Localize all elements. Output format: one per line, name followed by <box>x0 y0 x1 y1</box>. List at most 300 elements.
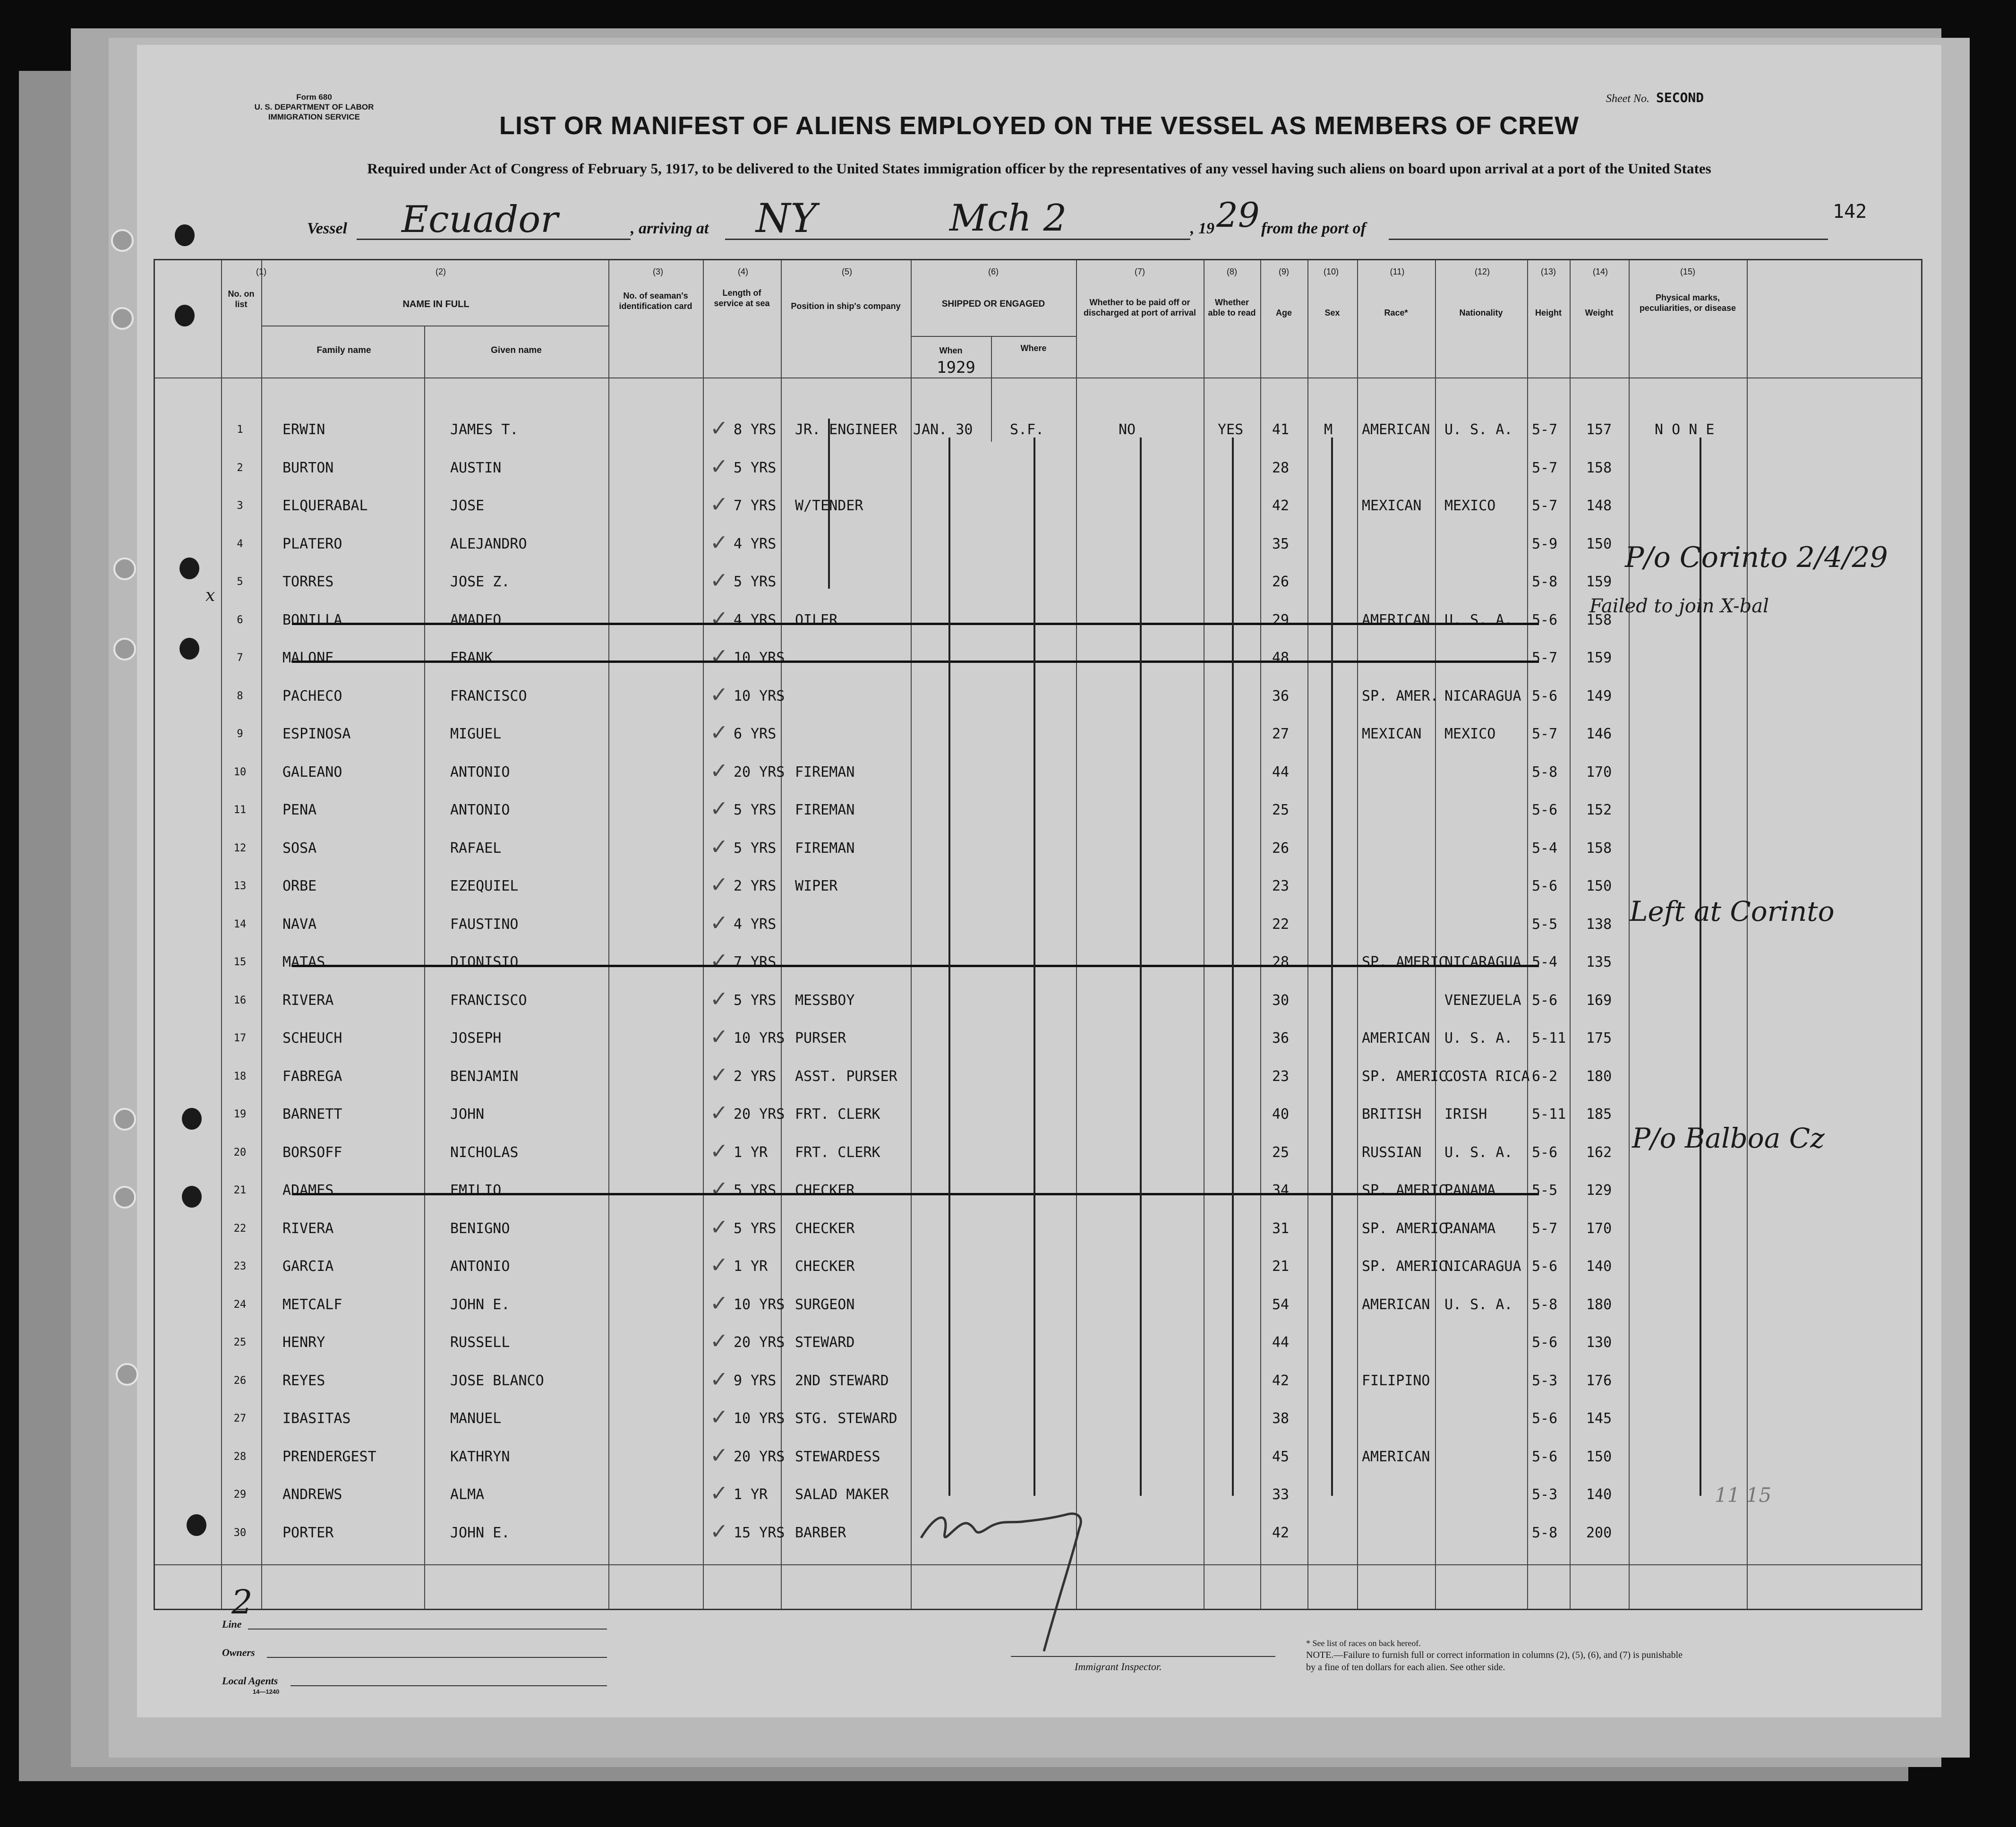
cell-family: REYES <box>282 1372 325 1389</box>
cell-race: BRITISH <box>1362 1106 1422 1123</box>
cell-family: BONILLA <box>282 611 342 628</box>
cell-race: SP. AMERIC. <box>1362 1068 1456 1085</box>
cell-height: 5-5 <box>1532 1182 1558 1199</box>
punch-hole-ring <box>113 638 136 660</box>
annotation-row15: Left at Corinto <box>1630 895 1835 927</box>
check-mark-icon: ✓ <box>710 643 728 669</box>
cell-age: 28 <box>1272 459 1290 476</box>
cell-given: ANTONIO <box>450 1258 510 1275</box>
cell-race: AMERICAN <box>1362 611 1430 628</box>
cell-no: 1 <box>237 424 243 436</box>
cell-age: 33 <box>1272 1486 1290 1503</box>
vessel-name: Ecuador <box>401 198 558 241</box>
cell-height: 5-8 <box>1532 763 1558 781</box>
cell-service: 5 YRS <box>734 840 777 857</box>
cell-no: 27 <box>233 1413 247 1424</box>
strike-through-line <box>292 1193 1539 1195</box>
service-name: IMMIGRATION SERVICE <box>268 112 360 121</box>
cell-service: 1 YR <box>734 1258 768 1275</box>
header-nationality: Nationality <box>1459 308 1503 317</box>
annotation-row6-mark: x <box>205 586 215 605</box>
cell-family: ANDREWS <box>282 1486 342 1503</box>
cell-height: 5-6 <box>1532 802 1558 818</box>
cell-race: AMERICAN <box>1362 1030 1430 1046</box>
inspector-signature <box>916 1495 1162 1675</box>
cell-service: 10 YRS <box>734 650 785 666</box>
cell-nationality: U. S. A. <box>1444 611 1513 628</box>
cell-age: 38 <box>1272 1410 1290 1427</box>
cell-service: 4 YRS <box>734 916 777 933</box>
cell-position: FRT. CLERK <box>795 1144 880 1161</box>
check-mark-icon: ✓ <box>710 567 728 593</box>
column-number: (13) <box>1540 267 1556 276</box>
cell-no: 14 <box>233 918 247 930</box>
cell-height: 5-3 <box>1532 1486 1558 1503</box>
cell-position: PURSER <box>795 1030 846 1046</box>
cell-age: 42 <box>1272 497 1290 514</box>
annotation-row21: P/o Balboa Cz <box>1632 1122 1825 1154</box>
cell-service: 6 YRS <box>734 726 777 742</box>
cell-age: 29 <box>1272 611 1290 628</box>
cell-height: 5-8 <box>1532 1296 1558 1313</box>
cell-position: SURGEON <box>795 1296 855 1313</box>
cell-family: HENRY <box>282 1334 325 1351</box>
cell-weight: 162 <box>1586 1144 1612 1161</box>
cell-family: ORBE <box>282 878 317 894</box>
cell-weight: 148 <box>1586 497 1612 514</box>
cell-service: 10 YRS <box>734 687 785 704</box>
cell-given: JOSE Z. <box>450 574 510 590</box>
punch-hole-ring <box>111 307 134 330</box>
check-mark-icon: ✓ <box>710 415 728 441</box>
cell-family: FABREGA <box>282 1068 342 1085</box>
cell-weight: 140 <box>1586 1258 1612 1275</box>
cell-height: 5-11 <box>1532 1030 1566 1046</box>
check-mark-icon: ✓ <box>710 1328 728 1354</box>
cell-weight: 158 <box>1586 840 1612 857</box>
cell-no: 26 <box>233 1374 247 1387</box>
line-underline <box>248 1629 607 1630</box>
cell-no: 6 <box>237 614 243 626</box>
date-underline <box>935 239 1190 240</box>
column-number: (2) <box>436 267 446 276</box>
year-prefix: , 19 <box>1190 220 1214 237</box>
cell-weight: 140 <box>1586 1486 1612 1503</box>
check-mark-icon: ✓ <box>710 948 728 973</box>
cell-given: JAMES T. <box>450 421 519 438</box>
cell-family: NAVA <box>282 916 317 933</box>
cell-age: 36 <box>1272 687 1290 704</box>
ditto-mark <box>1140 437 1142 1496</box>
sheet-value: SECOND <box>1656 90 1704 105</box>
cell-given: JOSE BLANCO <box>450 1372 544 1389</box>
punch-hole-ring <box>116 1363 138 1386</box>
cell-where: S.F. <box>1010 421 1044 438</box>
cell-given: ANTONIO <box>450 802 510 818</box>
manifest-page <box>137 45 1941 1717</box>
cell-given: JOHN E. <box>450 1524 510 1541</box>
cell-age: 26 <box>1272 840 1290 857</box>
cell-weight: 145 <box>1586 1410 1612 1427</box>
cell-marks: N O N E <box>1655 421 1715 438</box>
cell-sex: M <box>1324 421 1333 438</box>
cell-height: 5-7 <box>1532 1220 1558 1237</box>
cell-service: 2 YRS <box>734 878 777 894</box>
punch-hole-ring <box>111 229 134 252</box>
cell-nationality: PANAMA <box>1444 1220 1496 1237</box>
cell-when: JAN. 30 <box>913 421 973 438</box>
cell-age: 30 <box>1272 992 1290 1009</box>
cell-no: 17 <box>233 1032 247 1044</box>
agents-label: Local Agents <box>222 1675 278 1687</box>
cell-nationality: U. S. A. <box>1444 1030 1513 1046</box>
cell-no: 4 <box>237 538 243 550</box>
cell-given: JOHN E. <box>450 1296 510 1313</box>
cell-service: 5 YRS <box>734 802 777 818</box>
header-sex: Sex <box>1324 308 1340 317</box>
check-mark-icon: ✓ <box>710 1024 728 1049</box>
from-port-label: from the port of <box>1261 220 1366 237</box>
cell-height: 5-6 <box>1532 1448 1558 1465</box>
cell-weight: 146 <box>1586 726 1612 742</box>
column-number: (8) <box>1227 267 1237 276</box>
cell-service: 5 YRS <box>734 574 777 590</box>
cell-race: FILIPINO <box>1362 1372 1430 1389</box>
check-mark-icon: ✓ <box>710 1100 728 1125</box>
ditto-mark <box>828 419 830 589</box>
cell-no: 25 <box>233 1337 247 1348</box>
column-number: (5) <box>842 267 852 276</box>
cell-height: 5-4 <box>1532 954 1558 970</box>
cell-family: GALEANO <box>282 763 342 781</box>
header-position: Position in ship's company <box>791 301 901 311</box>
cell-age: 26 <box>1272 574 1290 590</box>
cell-race: MEXICAN <box>1362 726 1422 742</box>
cell-weight: 150 <box>1586 1448 1612 1465</box>
cell-height: 6-2 <box>1532 1068 1558 1085</box>
cell-given: FAUSTINO <box>450 916 519 933</box>
cell-service: 15 YRS <box>734 1524 785 1541</box>
header-where: Where <box>1020 343 1047 353</box>
cell-given: BENJAMIN <box>450 1068 519 1085</box>
punch-hole-ring <box>113 1108 136 1131</box>
column-number: (1) <box>256 267 266 276</box>
cell-position: WIPER <box>795 878 838 894</box>
cell-weight: 169 <box>1586 992 1612 1009</box>
cell-family: PORTER <box>282 1524 334 1541</box>
cell-service: 4 YRS <box>734 535 777 552</box>
owners-underline <box>267 1657 607 1658</box>
cell-height: 5-3 <box>1532 1372 1558 1389</box>
cell-family: BARNETT <box>282 1106 342 1123</box>
cell-race: RUSSIAN <box>1362 1144 1422 1161</box>
cell-weight: 129 <box>1586 1182 1612 1199</box>
form-code: 14—1240 <box>253 1688 280 1695</box>
check-mark-icon: ✓ <box>710 986 728 1012</box>
check-mark-icon: ✓ <box>710 796 728 821</box>
cell-position: ASST. PURSER <box>795 1068 897 1085</box>
header-weight: Weight <box>1585 308 1614 317</box>
cell-height: 5-7 <box>1532 650 1558 666</box>
cell-given: ALEJANDRO <box>450 535 527 552</box>
cell-service: 5 YRS <box>734 459 777 476</box>
cell-no: 16 <box>233 994 247 1006</box>
cell-family: PLATERO <box>282 535 342 552</box>
cell-race: AMERICAN <box>1362 1448 1430 1465</box>
inspector-underline <box>1011 1656 1275 1657</box>
cell-nationality: VENEZUELA <box>1444 992 1521 1009</box>
header-given-name: Given name <box>491 345 542 355</box>
cell-height: 5-6 <box>1532 878 1558 894</box>
cell-position: MESSBOY <box>795 992 855 1009</box>
from-port-underline <box>1389 239 1828 240</box>
check-mark-icon: ✓ <box>710 1176 728 1201</box>
sheet-label: Sheet No. <box>1606 93 1649 105</box>
cell-given: JOSE <box>450 497 485 514</box>
cell-position: CHECKER <box>795 1182 855 1199</box>
cell-given: RUSSELL <box>450 1334 510 1351</box>
cell-height: 5-5 <box>1532 916 1558 933</box>
cell-age: 23 <box>1272 1068 1290 1085</box>
cell-position: 2ND STEWARD <box>795 1372 889 1389</box>
footer-note: NOTE.—Failure to furnish full or correct information in columns (2), (5), (6), and (7) is punishable by a fine of ten dollars for each alien. See other side. <box>1306 1650 1683 1673</box>
strike-through-line <box>292 660 1539 663</box>
cell-weight: 170 <box>1586 1220 1612 1237</box>
cell-position: CHECKER <box>795 1258 855 1275</box>
page-number: 142 <box>1833 201 1867 223</box>
cell-position: BARBER <box>795 1524 846 1541</box>
cell-nationality: COSTA RICA <box>1444 1068 1530 1085</box>
cell-weight: 159 <box>1586 650 1612 666</box>
header-name-in-full: NAME IN FULL <box>402 299 470 309</box>
cell-height: 5-8 <box>1532 574 1558 590</box>
cell-race: SP. AMERIC. <box>1362 1258 1456 1275</box>
check-mark-icon: ✓ <box>710 1366 728 1392</box>
punch-hole-ring <box>113 1186 136 1209</box>
check-mark-icon: ✓ <box>710 529 728 555</box>
cell-age: 28 <box>1272 954 1290 970</box>
check-mark-icon: ✓ <box>710 757 728 783</box>
cell-race: SP. AMERIC. <box>1362 1182 1456 1199</box>
check-mark-icon: ✓ <box>710 909 728 935</box>
strike-through-line <box>292 623 1539 625</box>
check-mark-icon: ✓ <box>710 1480 728 1506</box>
cell-age: 42 <box>1272 1372 1290 1389</box>
cell-weight: 150 <box>1586 535 1612 552</box>
cell-no: 24 <box>233 1298 247 1311</box>
cell-service: 7 YRS <box>734 954 777 970</box>
header-when-year: 1929 <box>937 358 975 377</box>
cell-given: JOHN <box>450 1106 485 1123</box>
cell-age: 45 <box>1272 1448 1290 1465</box>
cell-weight: 149 <box>1586 687 1612 704</box>
inspector-label: Immigrant Inspector. <box>1075 1661 1162 1673</box>
cell-weight: 138 <box>1586 916 1612 933</box>
cell-no: 10 <box>233 766 247 778</box>
cell-age: 48 <box>1272 650 1290 666</box>
check-mark-icon: ✓ <box>710 605 728 631</box>
cell-no: 8 <box>237 690 243 702</box>
cell-no: 12 <box>233 842 247 854</box>
cell-no: 2 <box>237 462 243 474</box>
form-number: Form 680 <box>296 93 332 102</box>
cell-family: MALONE <box>282 650 334 666</box>
column-number: (11) <box>1390 267 1405 276</box>
races-note: * See list of races on back hereof. <box>1306 1638 1421 1648</box>
column-number: (10) <box>1323 267 1339 276</box>
cell-given: AMADEO <box>450 611 502 628</box>
column-number: (9) <box>1279 267 1289 276</box>
cell-service: 20 YRS <box>734 1106 785 1123</box>
cell-nationality: NICARAGUA <box>1444 687 1521 704</box>
cell-height: 5-6 <box>1532 1258 1558 1275</box>
cell-weight: 135 <box>1586 954 1612 970</box>
check-mark-icon: ✓ <box>710 1252 728 1278</box>
arrival-port: NY <box>756 195 817 241</box>
cell-service: 10 YRS <box>734 1410 785 1427</box>
cell-race: SP. AMERIC. <box>1362 1220 1456 1237</box>
check-mark-icon: ✓ <box>710 1214 728 1240</box>
cell-family: SCHEUCH <box>282 1030 342 1046</box>
annotation-bottom-right: 11 15 <box>1715 1484 1772 1507</box>
cell-no: 11 <box>233 804 247 816</box>
cell-nationality: U. S. A. <box>1444 421 1513 438</box>
cell-given: ANTONIO <box>450 763 510 781</box>
cell-height: 5-6 <box>1532 992 1558 1009</box>
page-subtitle: Required under Act of Congress of February 5, 1917, to be delivered to the United States immigration officer by the representatives of any vessel having such aliens on board upon arrival at a port of the United States <box>367 160 1711 177</box>
cell-age: 41 <box>1272 421 1290 438</box>
cell-paid: NO <box>1119 421 1136 438</box>
cell-age: 40 <box>1272 1106 1290 1123</box>
cell-family: METCALF <box>282 1296 342 1313</box>
cell-height: 5-7 <box>1532 497 1558 514</box>
cell-weight: 158 <box>1586 611 1612 628</box>
cell-position: STG. STEWARD <box>795 1410 897 1427</box>
header-paid-off: Whether to be paid off or discharged at port of arrival <box>1083 298 1196 317</box>
check-mark-icon: ✓ <box>710 1404 728 1430</box>
ditto-mark <box>1034 437 1035 1496</box>
cell-no: 7 <box>237 652 243 664</box>
cell-position: STEWARD <box>795 1334 855 1351</box>
header-age: Age <box>1275 308 1292 317</box>
cell-family: PRENDERGEST <box>282 1448 376 1465</box>
cell-read: YES <box>1218 421 1244 438</box>
check-mark-icon: ✓ <box>710 872 728 897</box>
check-mark-icon: ✓ <box>710 1062 728 1088</box>
cell-family: BORSOFF <box>282 1144 342 1161</box>
cell-nationality: U. S. A. <box>1444 1296 1513 1313</box>
cell-given: DIONISIO <box>450 954 519 970</box>
column-number: (3) <box>653 267 663 276</box>
cell-age: 21 <box>1272 1258 1290 1275</box>
cell-position: FIREMAN <box>795 763 855 781</box>
cell-no: 13 <box>233 880 247 892</box>
cell-height: 5-7 <box>1532 459 1558 476</box>
cell-given: RAFAEL <box>450 840 502 857</box>
cell-weight: 180 <box>1586 1068 1612 1085</box>
cell-position: W/TENDER <box>795 497 863 514</box>
cell-family: RIVERA <box>282 992 334 1009</box>
check-mark-icon: ✓ <box>710 491 728 517</box>
cell-race: AMERICAN <box>1362 421 1430 438</box>
cell-age: 34 <box>1272 1182 1290 1199</box>
cell-race: MEXICAN <box>1362 497 1422 514</box>
ditto-mark <box>948 437 950 1496</box>
cell-no: 22 <box>233 1222 247 1235</box>
cell-position: JR. ENGINEER <box>795 421 897 438</box>
cell-given: AUSTIN <box>450 459 502 476</box>
check-mark-icon: ✓ <box>710 1138 728 1164</box>
cell-weight: 180 <box>1586 1296 1612 1313</box>
cell-weight: 175 <box>1586 1030 1612 1046</box>
cell-age: 25 <box>1272 802 1290 818</box>
cell-given: KATHRYN <box>450 1448 510 1465</box>
cell-race: SP. AMERIC. <box>1362 954 1456 970</box>
cell-weight: 185 <box>1586 1106 1612 1123</box>
cell-no: 29 <box>233 1489 247 1501</box>
cell-age: 27 <box>1272 726 1290 742</box>
cell-family: SOSA <box>282 840 317 857</box>
cell-service: 9 YRS <box>734 1372 777 1389</box>
cell-given: EZEQUIEL <box>450 878 519 894</box>
cell-weight: 176 <box>1586 1372 1612 1389</box>
cell-given: FRANCISCO <box>450 687 527 704</box>
header-when: When <box>939 346 963 355</box>
column-number: (7) <box>1135 267 1145 276</box>
cell-age: 44 <box>1272 1334 1290 1351</box>
cell-age: 35 <box>1272 535 1290 552</box>
cell-position: OILER <box>795 611 838 628</box>
check-mark-icon: ✓ <box>710 1290 728 1316</box>
footer-scribble: 2 <box>231 1583 253 1621</box>
cell-family: PACHECO <box>282 687 342 704</box>
cell-service: 5 YRS <box>734 1220 777 1237</box>
cell-service: 10 YRS <box>734 1296 785 1313</box>
column-number: (4) <box>738 267 748 276</box>
cell-given: ALMA <box>450 1486 485 1503</box>
cell-given: JOSEPH <box>450 1030 502 1046</box>
header-family-name: Family name <box>316 345 371 355</box>
cell-nationality: MEXICO <box>1444 726 1496 742</box>
cell-age: 23 <box>1272 878 1290 894</box>
cell-service: 10 YRS <box>734 1030 785 1046</box>
cell-height: 5-4 <box>1532 840 1558 857</box>
header-height: Height <box>1535 308 1562 317</box>
cell-no: 5 <box>237 576 243 588</box>
column-number: (14) <box>1592 267 1608 276</box>
cell-position: CHECKER <box>795 1220 855 1237</box>
check-mark-icon: ✓ <box>710 833 728 859</box>
vessel-label: Vessel <box>307 220 347 237</box>
cell-no: 21 <box>233 1184 247 1196</box>
cell-height: 5-6 <box>1532 611 1558 628</box>
cell-weight: 152 <box>1586 802 1612 818</box>
check-mark-icon: ✓ <box>710 1518 728 1544</box>
cell-height: 5-11 <box>1532 1106 1566 1123</box>
cell-no: 28 <box>233 1450 247 1463</box>
cell-no: 15 <box>233 956 247 968</box>
cell-weight: 157 <box>1586 421 1612 438</box>
sheet-number <box>1606 90 1704 105</box>
arrival-date: Mch 2 <box>949 197 1067 240</box>
cell-age: 42 <box>1272 1524 1290 1541</box>
cell-weight: 150 <box>1586 878 1612 894</box>
cell-no: 30 <box>233 1527 247 1539</box>
column-number: (6) <box>988 267 999 276</box>
header-able-to-read: Whether able to read <box>1208 298 1256 317</box>
cell-nationality: MEXICO <box>1444 497 1496 514</box>
check-mark-icon: ✓ <box>710 453 728 479</box>
